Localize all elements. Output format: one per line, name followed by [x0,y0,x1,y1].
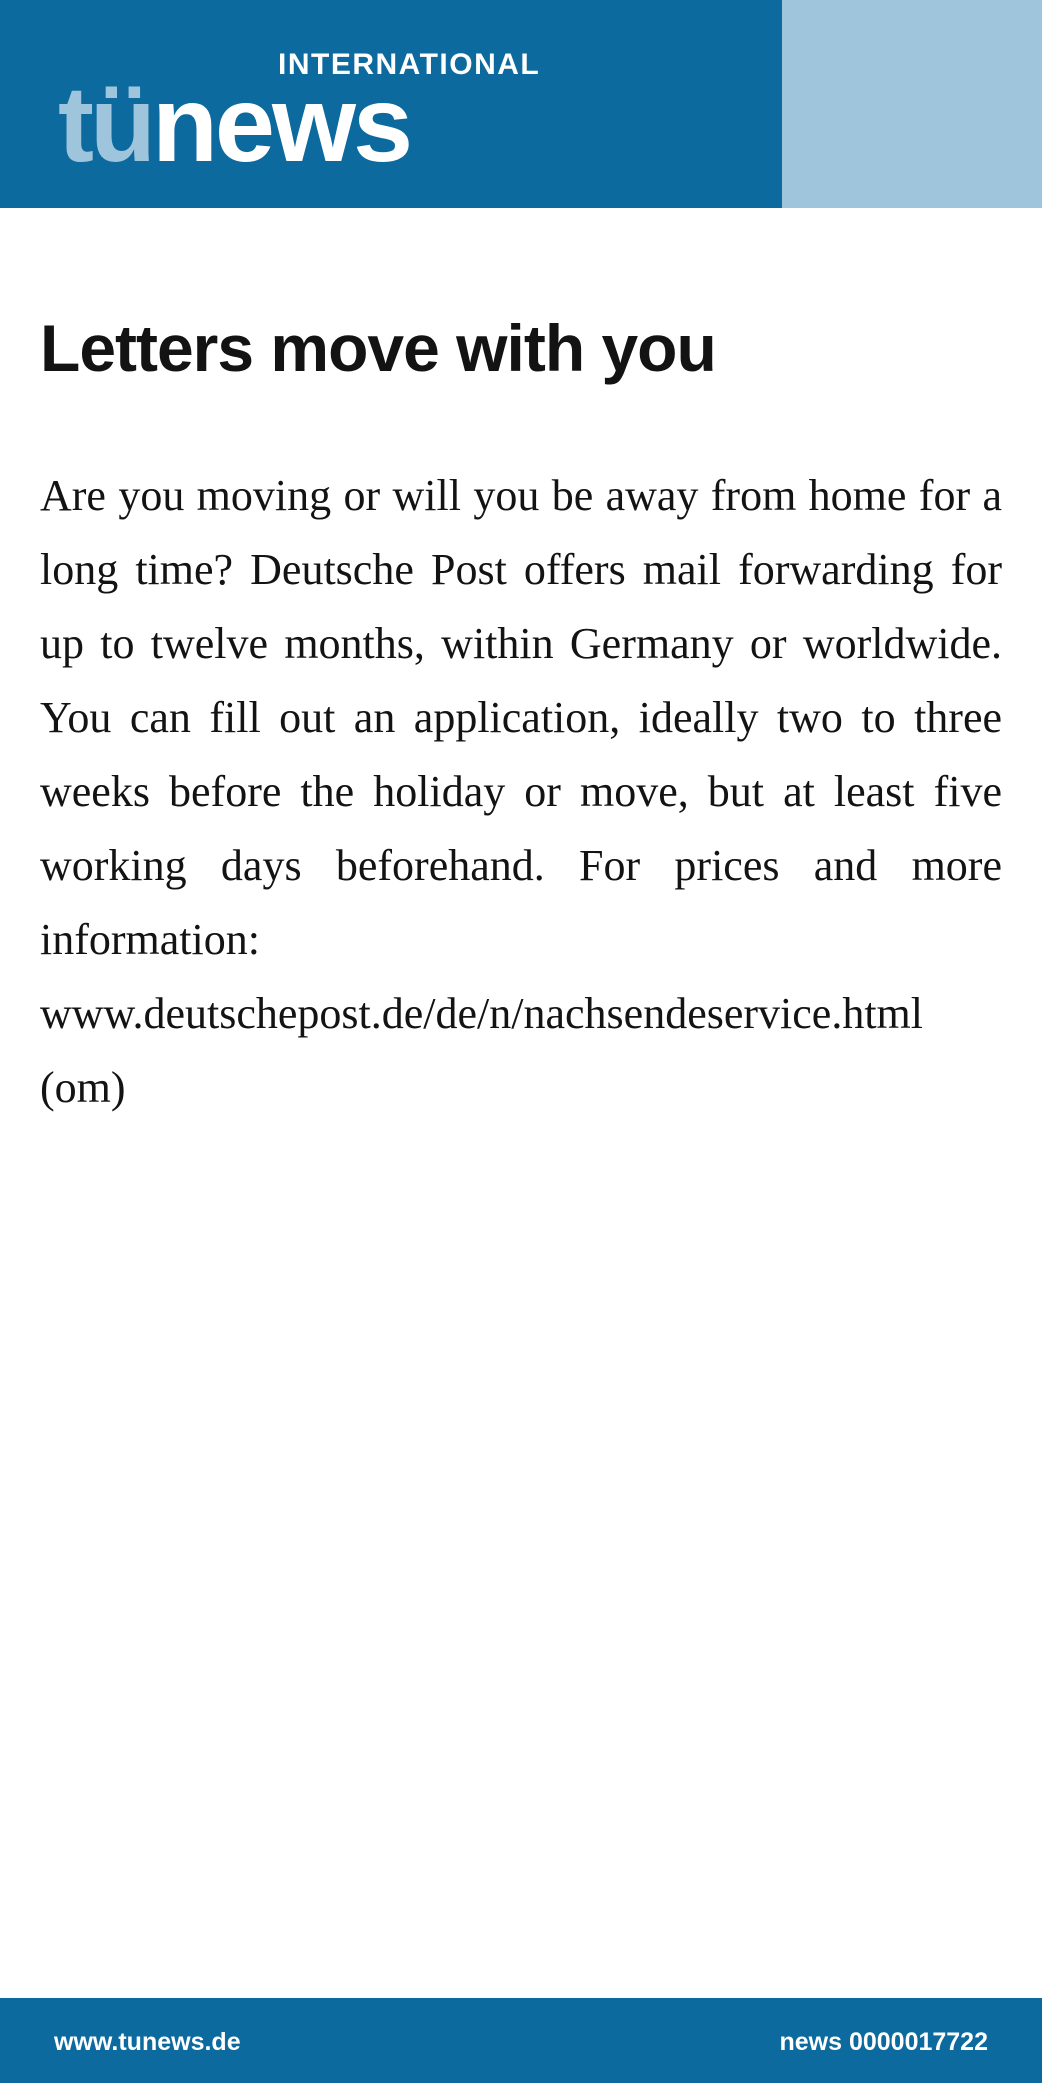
brand-wordmark-tue: tü [58,63,152,184]
article-paragraph: Are you moving or will you be away from home for a long time? Deutsche Post offers mail forwarding for up to twelve months, within Germany or worldwide. You can fill out an application, ideally two to three weeks before the holiday or move, but at least five working days beforehand. For prices and more information: [40,471,1002,964]
article-author-initials: (om) [40,1062,126,1112]
brand-kicker: INTERNATIONAL [278,48,541,81]
brand-wordmark [58,63,411,184]
footer-website: www.tunews.de [54,2028,241,2056]
article-content [0,208,1042,1998]
footer-article-id: news 0000017722 [779,2028,988,2056]
footer [0,1998,1042,2083]
page-title: Letters move with you [40,311,716,385]
article-source-url: www.deutschepost.de/de/n/nachsendeservice.html [40,988,923,1038]
masthead [0,0,1042,208]
brand-logo [58,22,541,184]
brand-wordmark-news: news [151,63,411,184]
article-body [40,459,1002,1124]
